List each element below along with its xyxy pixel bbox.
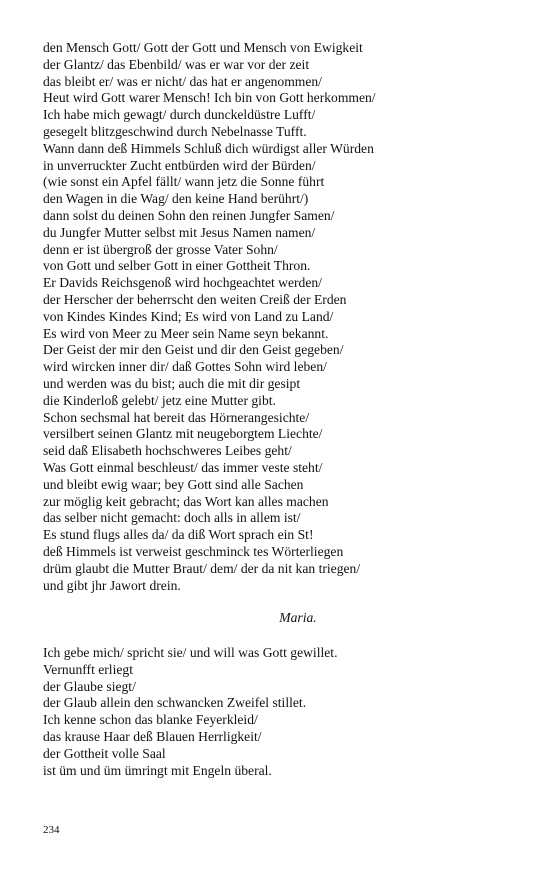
verse-line: Was Gott einmal beschleust/ das immer veste steht/: [43, 459, 323, 475]
verse-line: Heut wird Gott warer Mensch! Ich bin von Gott herkommen/: [43, 90, 376, 106]
verse-line: der Glaube siegt/: [43, 678, 136, 694]
verse-line: in unverruckter Zucht entbürden wird der Bürden/: [43, 157, 316, 173]
verse-line: du Jungfer Mutter selbst mit Jesus Namen namen/: [43, 224, 316, 240]
verse-line: der Glaub allein den schwancken Zweifel stillet.: [43, 695, 307, 711]
speaker-heading: Maria.: [279, 610, 317, 626]
verse-line: zur möglig keit gebracht; das Wort kan alles machen: [43, 493, 329, 509]
verse-line: Es stund flugs alles da/ da diß Wort sprach ein St!: [43, 527, 314, 543]
verse-line: und werden was du bist; auch die mit dir gesipt: [43, 375, 301, 391]
verse-line: Es wird von Meer zu Meer sein Name seyn bekannt.: [43, 325, 329, 341]
verse-line: Ich habe mich gewagt/ durch dunckeldüstre Lufft/: [43, 107, 316, 123]
verse-line: Vernunfft erliegt: [43, 661, 133, 677]
verse-line: ist üm und üm ümringt mit Engeln überal.: [43, 762, 272, 778]
verse-block-angel: [43, 40, 523, 594]
verse-line: seid daß Elisabeth hochschweres Leibes geht/: [43, 443, 292, 459]
verse-line: Er Davids Reichsgenoß wird hochgeachtet werden/: [43, 275, 322, 291]
verse-line: (wie sonst ein Apfel fällt/ wann jetz die Sonne führt: [43, 174, 325, 190]
verse-line: dann solst du deinen Sohn den reinen Jungfer Samen/: [43, 207, 335, 223]
verse-line: das selber nicht gemacht: doch alls in allem ist/: [43, 510, 301, 526]
verse-line: und gibt jhr Jawort drein.: [43, 577, 181, 593]
verse-line: der Herscher der beherrscht den weiten Creiß der Erden: [43, 291, 347, 307]
verse-line: von Gott und selber Gott in einer Gottheit Thron.: [43, 258, 311, 274]
verse-block-maria: [43, 645, 523, 779]
verse-line: der Gottheit volle Saal: [43, 745, 166, 761]
verse-line: gesegelt blitzgeschwind durch Nebelnasse Tufft.: [43, 123, 307, 139]
page-number: 234: [43, 824, 60, 836]
verse-line: deß Himmels ist verweist geschminck tes Wörterliegen: [43, 543, 344, 559]
verse-line: das krause Haar deß Blauen Herrligkeit/: [43, 729, 262, 745]
verse-line: das bleibt er/ was er nicht/ das hat er angenommen/: [43, 73, 322, 89]
verse-line: Schon sechsmal hat bereit das Hörnerangesichte/: [43, 409, 310, 425]
verse-line: denn er ist übergroß der grosse Vater Sohn/: [43, 241, 278, 257]
verse-line: Der Geist der mir den Geist und dir den Geist gegeben/: [43, 342, 344, 358]
verse-line: Ich kenne schon das blanke Feyerkleid/: [43, 712, 258, 728]
verse-line: versilbert seinen Glantz mit neugeborgtem Liechte/: [43, 426, 323, 442]
verse-line: der Glantz/ das Ebenbild/ was er war vor der zeit: [43, 56, 310, 72]
verse-line: Wann dann deß Himmels Schluß dich würdigst aller Würden: [43, 140, 374, 156]
verse-line: drüm glaubt die Mutter Braut/ dem/ der da nit kan triegen/: [43, 560, 361, 576]
verse-line: wird wircken inner dir/ daß Gottes Sohn wird leben/: [43, 359, 327, 375]
page-body: [43, 40, 523, 779]
verse-line: den Wagen in die Wag/ den keine Hand berührt/): [43, 191, 309, 207]
verse-line: die Kinderloß gelebt/ jetz eine Mutter gibt.: [43, 392, 276, 408]
verse-line: und bleibt ewig waar; bey Gott sind alle Sachen: [43, 476, 304, 492]
verse-line: den Mensch Gott/ Gott der Gott und Mensch von Ewigkeit: [43, 40, 363, 55]
verse-line: von Kindes Kindes Kind; Es wird von Land zu Land/: [43, 308, 334, 324]
verse-line: Ich gebe mich/ spricht sie/ und will was Gott gewillet.: [43, 645, 338, 661]
